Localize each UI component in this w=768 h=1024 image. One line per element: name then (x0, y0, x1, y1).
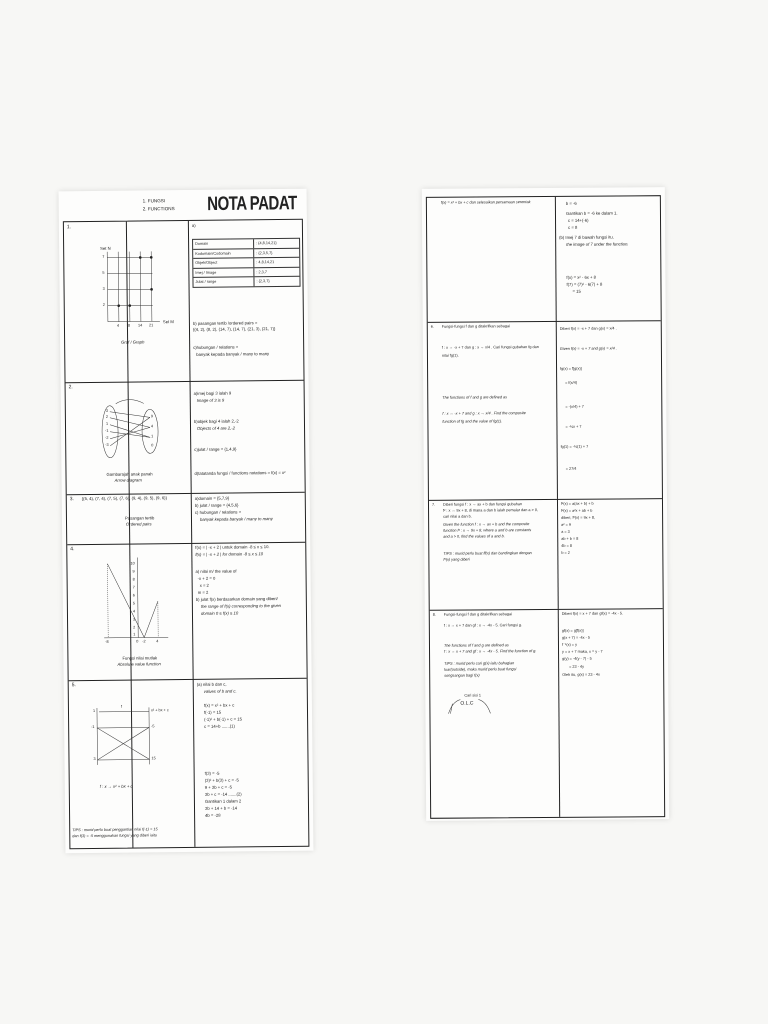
table-row (67, 492, 306, 545)
ordered-pairs-value: {(4, 2), (8, 2), (14, 7), (14, 7), (21, 3), (21, 7)} (192, 326, 276, 332)
solution-line: a = 3 (561, 529, 570, 534)
domain-value: -1 (105, 428, 109, 433)
y-tick: 1 (133, 632, 136, 637)
question-line: f : x → -x + 7 dan g : x → x/4 . Cari fungsi gubahan fg dan (441, 345, 539, 350)
arrow-diagram-cell (66, 381, 191, 494)
y-tick: 7 (132, 585, 135, 590)
pairs-cell (67, 493, 192, 544)
mapping-diagram (69, 679, 195, 848)
sketch-label: O.L.C (460, 700, 474, 707)
left-notes-page (59, 189, 314, 854)
domain-value: 3 (105, 408, 108, 413)
y-axis-label: Set N (100, 245, 111, 251)
table-row (430, 608, 664, 818)
ordered-pairs-set: {(5, 4), (7, 4), (7, 5), (7, 6), (9, 4), (9, 5), (9, 6)} (81, 495, 167, 502)
question-cell (429, 499, 558, 610)
question-line: function f² : x → 9x + 8, where a and b are constants (443, 528, 532, 533)
solution-line: (b) Imej 7 di bawah fungsi itu. (559, 234, 614, 240)
y-tick: 8 (132, 577, 135, 582)
tips-line: TIPS : murid perlu buat penggantian nilai f(-1) = 15 (72, 827, 158, 833)
ordered-pairs-label: b) pasangan tertib /ordered pairs = (192, 320, 258, 326)
domain-value: 1 (105, 421, 109, 426)
y-tick: 3 (133, 617, 136, 622)
solution-line: = 23 - 4y (569, 664, 585, 669)
y-tick: 5 (102, 270, 105, 275)
explanation-line: (a) nilai b dan c, (196, 681, 227, 687)
explanation-line: values of b and c. (203, 688, 237, 694)
pairs-caption-malay: Pasangan tertib (124, 515, 155, 521)
domain-value: 2 (105, 414, 109, 419)
table-row (429, 498, 663, 611)
question-cell (430, 609, 559, 818)
explanation-line: b) julat f(x) berdasarkan domain yang diberi/ (195, 596, 278, 602)
question-line: f : x → -x + 7 and g : x → x/4 . Find the composite (442, 411, 526, 416)
tips-line: TIPS : murid perlu buat ff(x) dan bandingkan dengan (443, 551, 532, 556)
explanation-line: 3b + c = -14 .......(2) (204, 791, 242, 797)
table-row (427, 196, 661, 323)
explanation-line: Image of 3 is 9 (196, 397, 225, 403)
domain-value: 3 (93, 756, 96, 761)
graph-caption: Graf / Graph (121, 339, 145, 345)
explanation-line: 3b + 14 + b = -14 (204, 805, 238, 811)
explanation-line: 9 + 3b + c = -5 (204, 784, 232, 790)
codomain-value: 0 (151, 443, 154, 448)
tips-line: songsangan bagi f(x) (444, 673, 480, 678)
diagram-caption-english: Arrow diagram (114, 477, 142, 483)
explanation-line: -x + 2 = 0 (197, 575, 216, 581)
sketch-title: Cari sisi 1 (464, 693, 482, 698)
explanation-line: f(x) = | -x + 2 | for domain -8 ≤ x ≤ 10 (195, 551, 264, 557)
solution-line: f⁻¹(x) = y (561, 642, 577, 647)
solution-line: = 27/4 (565, 466, 577, 471)
solution-line: Diberi f(x) = -x + 7 dan g(x) = x/4 . (559, 326, 617, 331)
y-tick: 5 (132, 601, 136, 606)
x-tick: -8 (105, 639, 109, 644)
codomain-value: 15 (151, 756, 156, 761)
solution-line: = 15 (572, 288, 581, 294)
x-tick: 21 (148, 323, 154, 328)
solution-line: fg(1) = -¼(1) + 7 (560, 444, 589, 449)
y-tick: 7 (102, 254, 105, 259)
table-value: : {4,8,14,21} (256, 241, 277, 246)
table-key: Kodomain/Codomain (193, 249, 254, 258)
solution-line: f(7) = (7)² - 6(7) + 8 (566, 281, 603, 287)
solution-line: ab + b = 8 (561, 536, 579, 541)
question-line: Given the function f : x → ax + b and the composite (443, 522, 530, 527)
solution-line: the image of 7 under the function. (566, 241, 629, 247)
explanation-line: a)imej bagi 3 ialah 9 (193, 390, 232, 396)
x-tick: 14 (137, 323, 143, 328)
question-line: and a > 0, find the values of a and b. (443, 534, 505, 539)
relation-value: banyak kepada banyak / many to many (196, 351, 270, 357)
explanation-line: f(x) = x² + bx + c (203, 702, 235, 708)
explanation-line: a)domain = {5,7,9} (194, 495, 230, 501)
header-title-english: 2. FUNCTIONS (142, 206, 175, 212)
solution-cell (555, 196, 661, 321)
explanation-line: c) hubungan / relations = (194, 509, 242, 515)
table-key: Julat / range (193, 277, 254, 286)
header-title-malay: 1. FUNGSI (142, 198, 166, 204)
explanation-line: a) nilai m/ the value of (195, 568, 237, 574)
row-number: 2. (68, 384, 73, 391)
tips-line: luar(outside), maka murid perlu buat fungsi (444, 667, 517, 672)
explanation-line: f(-1) = 15 (203, 709, 222, 715)
tips-line: f²(x) yang diberi (443, 557, 470, 562)
explanation-line: x = 2 (199, 582, 209, 588)
row-number: 6. (430, 324, 434, 329)
page-header (63, 193, 303, 222)
table-row (69, 678, 309, 848)
solution-line: 4b = 8 (561, 543, 572, 548)
table-value: : 2,3,7 (256, 269, 267, 274)
explanation-cell (191, 492, 306, 543)
domain-value: 1 (92, 708, 96, 713)
row-number: 4. (70, 546, 75, 553)
solution-line: g(x + 7) = -4x - 5 (561, 635, 591, 640)
question-line: Diberi fungsi f : x → ax + b dan fungsi gubahan (442, 502, 523, 507)
graph-caption-english: Absolute value function (117, 661, 161, 667)
explanation-line: the range of f(x) corresponding to the given (200, 603, 281, 609)
table-value: : {2,3,5,7} (256, 250, 273, 255)
nota-padat-banner: NOTA PADAT (207, 192, 297, 216)
question-cell (428, 321, 557, 500)
question-line: f(x) = x² + bx + c dan selesaikan persamaan serentak (440, 200, 531, 205)
mapping-cell (69, 679, 195, 848)
domain-value: -3 (105, 442, 109, 447)
question-line: Fungsi-fungsi f dan g ditakrifkan sebagai (441, 324, 510, 329)
explanation-line: (3)² + b(3) + c = -5 (204, 777, 239, 783)
question-line: Fungsi-fungsi f dan g ditakrifkan sebagai (443, 612, 512, 617)
explanation-line: domain 0 ≤ f(x) ≤ 10 (200, 610, 239, 616)
part-a-label: a) (191, 222, 196, 228)
y-tick: 3 (102, 286, 105, 291)
table-row (66, 380, 305, 495)
y-tick: 2 (102, 302, 105, 307)
solution-line: c = 8 (568, 224, 578, 230)
table-value: : {2,3,7} (256, 279, 270, 284)
row-number: 3. (69, 496, 74, 503)
explanation-line: 4b = -28 (205, 812, 221, 818)
solution-line: b = -6 (565, 200, 577, 206)
x-tick: -2 (142, 639, 146, 644)
y-tick: 2 (133, 625, 136, 630)
diagram-caption-malay: Gambarajah anak panah (106, 471, 153, 477)
question-cell (427, 197, 556, 322)
domain-value: -2 (105, 435, 109, 440)
x-tick: 8 (127, 323, 131, 328)
solution-line: gf(x) = g[f(x)] (561, 628, 584, 633)
solution-line: f²(x) = a²x + ab + b (561, 508, 593, 513)
domain-value: -1 (91, 724, 95, 730)
question-line: The functions of f and g are defined as (442, 395, 508, 400)
solution-line: Oleh itu, g(x) = 23 - 4x (562, 672, 600, 677)
question-line: The functions of f and g are defined as (443, 643, 509, 648)
explanation-line: b)objek bagi 4 ialah 2,-2 (193, 418, 239, 424)
function-expression: x² + bx + c (150, 708, 169, 713)
explanation-line: (-1)² + b(-1) + c = 15 (204, 716, 242, 722)
explanation-line: c = 14+b .......(1) (204, 723, 235, 729)
explanation-line: f(x) = | -x + 2 | untuk domain -8 ≤ x ≤ 10. (195, 544, 270, 550)
row-number: 5. (71, 682, 76, 689)
solution-line: b = 2 (561, 550, 570, 555)
solution-line: Gantikan b = -6 ke dalam 1. (565, 210, 618, 216)
function-letter: f (120, 704, 123, 709)
row-number: 7. (431, 502, 436, 507)
solution-line: y = x + 7 maka, x = y - 7 (562, 649, 603, 654)
solution-cell (556, 320, 662, 499)
solution-line: diberi, f²(x) = 9x + 8, (561, 515, 596, 520)
codomain-value: 1 (151, 434, 154, 439)
question-line: function of fg and the value of fg(1). (442, 419, 503, 424)
explanation-line: b) julat / range = {4,5,6} (194, 502, 239, 508)
row-number: 8. (432, 612, 436, 617)
y-tick: 6 (132, 593, 135, 598)
solution-cell (558, 608, 664, 817)
pairs-caption-english: Ordered pairs (126, 521, 152, 527)
row-number: 1. (66, 224, 72, 231)
question-line: cari nilai a dan b. (443, 514, 472, 519)
table-row (428, 320, 662, 501)
relation-label: c)hubungan / relations = (193, 344, 239, 350)
solution-line: g(y) = -4(y - 7) - 5 (562, 656, 592, 661)
question-line: f² : x → 9x + 8, di mana a dan b ialah pemalar dan a > 0, (443, 508, 539, 513)
function-notation: f : x → x² + bx + c (99, 783, 133, 789)
explanation-line: m = 2 (197, 589, 209, 595)
table-key: Imej / Image (193, 268, 254, 277)
tips-line: TIPS : murid perlu cari g(x) iaitu bahagian (444, 661, 515, 666)
explanation-line: Objects of 4 are 2,-2 (197, 425, 236, 431)
y-tick: 10 (130, 561, 135, 566)
explanation-line: f(3) = -5 (204, 770, 220, 776)
solution-line: Diberi f(x) = x + 7 dan gf(x) = -4x - 5. (561, 611, 624, 616)
y-tick: 9 (132, 569, 135, 574)
domain-table (192, 238, 301, 288)
explanation-line: banyak kepada banyak / many to many (199, 516, 273, 522)
explanation-cell (191, 542, 306, 679)
graph-cell (64, 221, 190, 382)
solution-line: fg(x) = f[g(x)] (560, 366, 582, 371)
right-notes-page (422, 187, 669, 821)
explanation-line: Gantikan 1 dalam 2 (204, 798, 242, 804)
notes-table (426, 195, 665, 819)
composite-sketch (430, 691, 559, 772)
codomain-value: -5 (151, 724, 155, 729)
explanation-line: d)tatatanda fungsi / functions notations = f(x) = x² (194, 469, 286, 476)
solution-cell (557, 498, 663, 609)
question-line: f : x → x + 7 dan gf : x → -4x - 5. Cari fungsi g. (443, 623, 523, 628)
absolute-graph-cell (67, 543, 192, 680)
x-tick: 0 (136, 639, 139, 644)
codomain-value: 4 (150, 424, 154, 429)
x-tick: 4 (156, 639, 159, 644)
solution-line: f²(x) = a(ax + b) + b (560, 501, 594, 506)
solution-line: a² = 9 (561, 522, 571, 527)
table-key: Domain (193, 239, 254, 248)
notes-table (63, 219, 310, 849)
explanation-cell (190, 380, 305, 493)
explanation-cell (188, 220, 304, 381)
graph-caption-malay: Fungsi nilai mutlak (122, 655, 158, 661)
y-tick: 4 (132, 609, 136, 614)
table-row (64, 220, 304, 383)
solution-line: = -¼x + 7 (565, 424, 582, 429)
solution-line: = f(x/4) (565, 380, 578, 385)
x-axis-label: Set M (162, 319, 174, 325)
solution-line: c = 14+(-6) (568, 217, 589, 223)
explanation-line: c)julat / range = {1,4,9} (194, 446, 237, 452)
question-line: nilai fg(1). (441, 353, 459, 358)
table-value: : 4,8,14,21 (256, 260, 275, 265)
solution-line: Given f(x) = -x + 7 and g(x) = x/4 . (559, 346, 617, 351)
explanation-cell (193, 678, 309, 847)
table-row (67, 542, 306, 681)
tips-line: dan f(3) = -5 menggunakan fungsi yang diberi iaitu (72, 833, 158, 839)
codomain-value: 9 (150, 414, 154, 419)
question-line: f : x → x + 7 and gf : x → -4x - 5. Find the function of g. (444, 649, 537, 654)
x-tick: 4 (116, 323, 120, 328)
solution-line: f(x) = x² - 6x + 8 (566, 274, 596, 280)
solution-line: = -(x/4) + 7 (565, 404, 584, 409)
table-key: Objek/Object (193, 258, 254, 267)
